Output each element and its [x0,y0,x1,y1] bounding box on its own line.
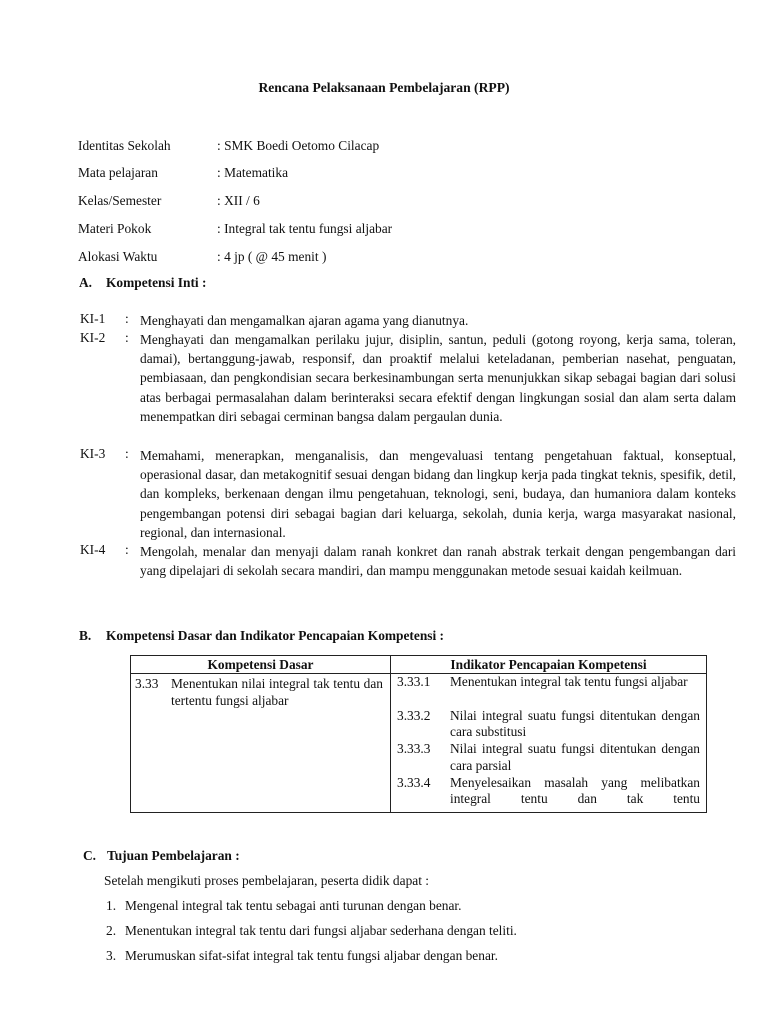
identity-value: : 4 jp ( @ 45 menit ) [217,249,327,264]
list-item [106,898,462,914]
table-row [131,674,707,813]
section-letter: A. [79,275,93,290]
identity-value: : XII / 6 [217,193,260,208]
identity-label: Kelas/Semester [78,193,162,208]
indicator-number: 3.33.4 [397,774,431,790]
goal-number: 3. [106,948,117,963]
indicator-text: Menyelesaikan masalah yang melibatkan integral tentu dan tak tentu [450,774,700,806]
identity-label: Alokasi Waktu [78,249,158,264]
section-letter: B. [79,628,92,643]
indicator-text: Nilai integral suatu fungsi ditentukan dengan cara parsial [450,741,700,773]
section-letter: C. [83,848,97,863]
list-item [106,923,517,939]
identity-value: : SMK Boedi Oetomo Cilacap [217,138,380,153]
ki-text: Menghayati dan mengamalkan perilaku jujur, disiplin, santun, peduli (gotong royong, kerja sama, toleran, damai), bertanggung-jawab, responsif, dan proaktif melalui keteladanan, pemberian nasehat, penguatan, pembiasaan, dan pengkondisian secara berkesinambungan serta menunjukkan sikap sebagai bagian dari solusi atas berbagai permasalahan dalam berinteraksi secara efektif dengan lingkungan sosial dan alam serta dalam menempatkan diri sebagai cerminan bangsa dalam pergaulan dunia. [140,332,736,424]
ki-code: KI-1 [80,311,106,326]
ki-text: Mengolah, menalar dan menyaji dalam ranah konkret dan ranah abstrak terkait dengan pengembangan dari yang dipelajari di sekolah secara mandiri, dan mampu menggunakan metode sesuai kaidah keilmuan. [140,544,736,579]
goals-intro: Setelah mengikuti proses pembelajaran, peserta didik dapat : [104,873,429,888]
kd-number: 3.33 [135,676,159,691]
goal-text: Menentukan integral tak tentu dari fungsi aljabar sederhana dengan teliti. [125,923,517,938]
ki-colon: : [125,311,129,326]
ki-colon: : [125,542,129,557]
table-header-indicator: Indikator Pencapaian Kompetensi [391,656,707,674]
list-item [106,948,498,964]
indicator-item [391,775,706,809]
goal-text: Mengenal integral tak tentu sebagai anti turunan dengan benar. [125,898,462,913]
indicator-number: 3.33.3 [397,741,431,756]
kd-cell [131,674,391,813]
kd-text: Menentukan nilai integral tak tentu dan tertentu fungsi aljabar [171,676,383,708]
identity-label: Mata pelajaran [78,165,158,180]
indicator-number: 3.33.2 [397,707,431,723]
goal-number: 2. [106,923,117,938]
section-title: Kompetensi Dasar dan Indikator Pencapaian Kompetensi : [106,628,445,643]
document-title: Rencana Pelaksanaan Pembelajaran (RPP) [258,80,510,95]
identity-value: : Integral tak tentu fungsi aljabar [217,221,393,236]
indicator-item [391,741,706,775]
section-a-heading [79,275,206,291]
goal-text: Merumuskan sifat-sifat integral tak tentu fungsi aljabar dengan benar. [125,948,498,963]
section-c-heading [83,848,240,864]
ki-code: KI-2 [80,330,106,345]
table-header-row [131,656,707,674]
indicator-text: Nilai integral suatu fungsi ditentukan dengan cara substitusi [450,707,700,739]
indicator-number: 3.33.1 [397,674,431,689]
indicator-item [391,708,706,742]
competency-table [130,655,707,813]
ki-text: Menghayati dan mengamalkan ajaran agama yang dianutnya. [140,313,469,328]
ki-text: Memahami, menerapkan, menganalisis, dan mengevaluasi tentang pengetahuan faktual, konseptual, operasional dasar, dan metakognitif sesuai dengan bidang dan lingkup kerja pada tingkat teknis, spesifik, detil, dan kompleks, berkenaan dengan ilmu pengetahuan, teknologi, seni, budaya, dan humaniora dalam konteks pengembangan potensi diri sebagai bagian dari keluarga, sekolah, dunia kerja, warga masyarakat nasional, regional, dan internasional. [140,448,736,540]
ki-colon: : [125,446,129,461]
section-title: Kompetensi Inti : [106,275,207,290]
identity-value: : Matematika [217,165,289,180]
indicator-cell [391,674,707,813]
ki-code: KI-4 [80,542,106,557]
identity-label: Identitas Sekolah [78,138,171,153]
ki-colon: : [125,330,129,345]
goal-number: 1. [106,898,117,913]
identity-label: Materi Pokok [78,221,152,236]
indicator-text: Menentukan integral tak tentu fungsi aljabar [450,674,688,689]
section-b-heading [79,628,444,644]
section-title: Tujuan Pembelajaran : [107,848,240,863]
indicator-item [391,674,706,708]
ki-code: KI-3 [80,446,106,461]
table-header-kd: Kompetensi Dasar [131,656,391,674]
